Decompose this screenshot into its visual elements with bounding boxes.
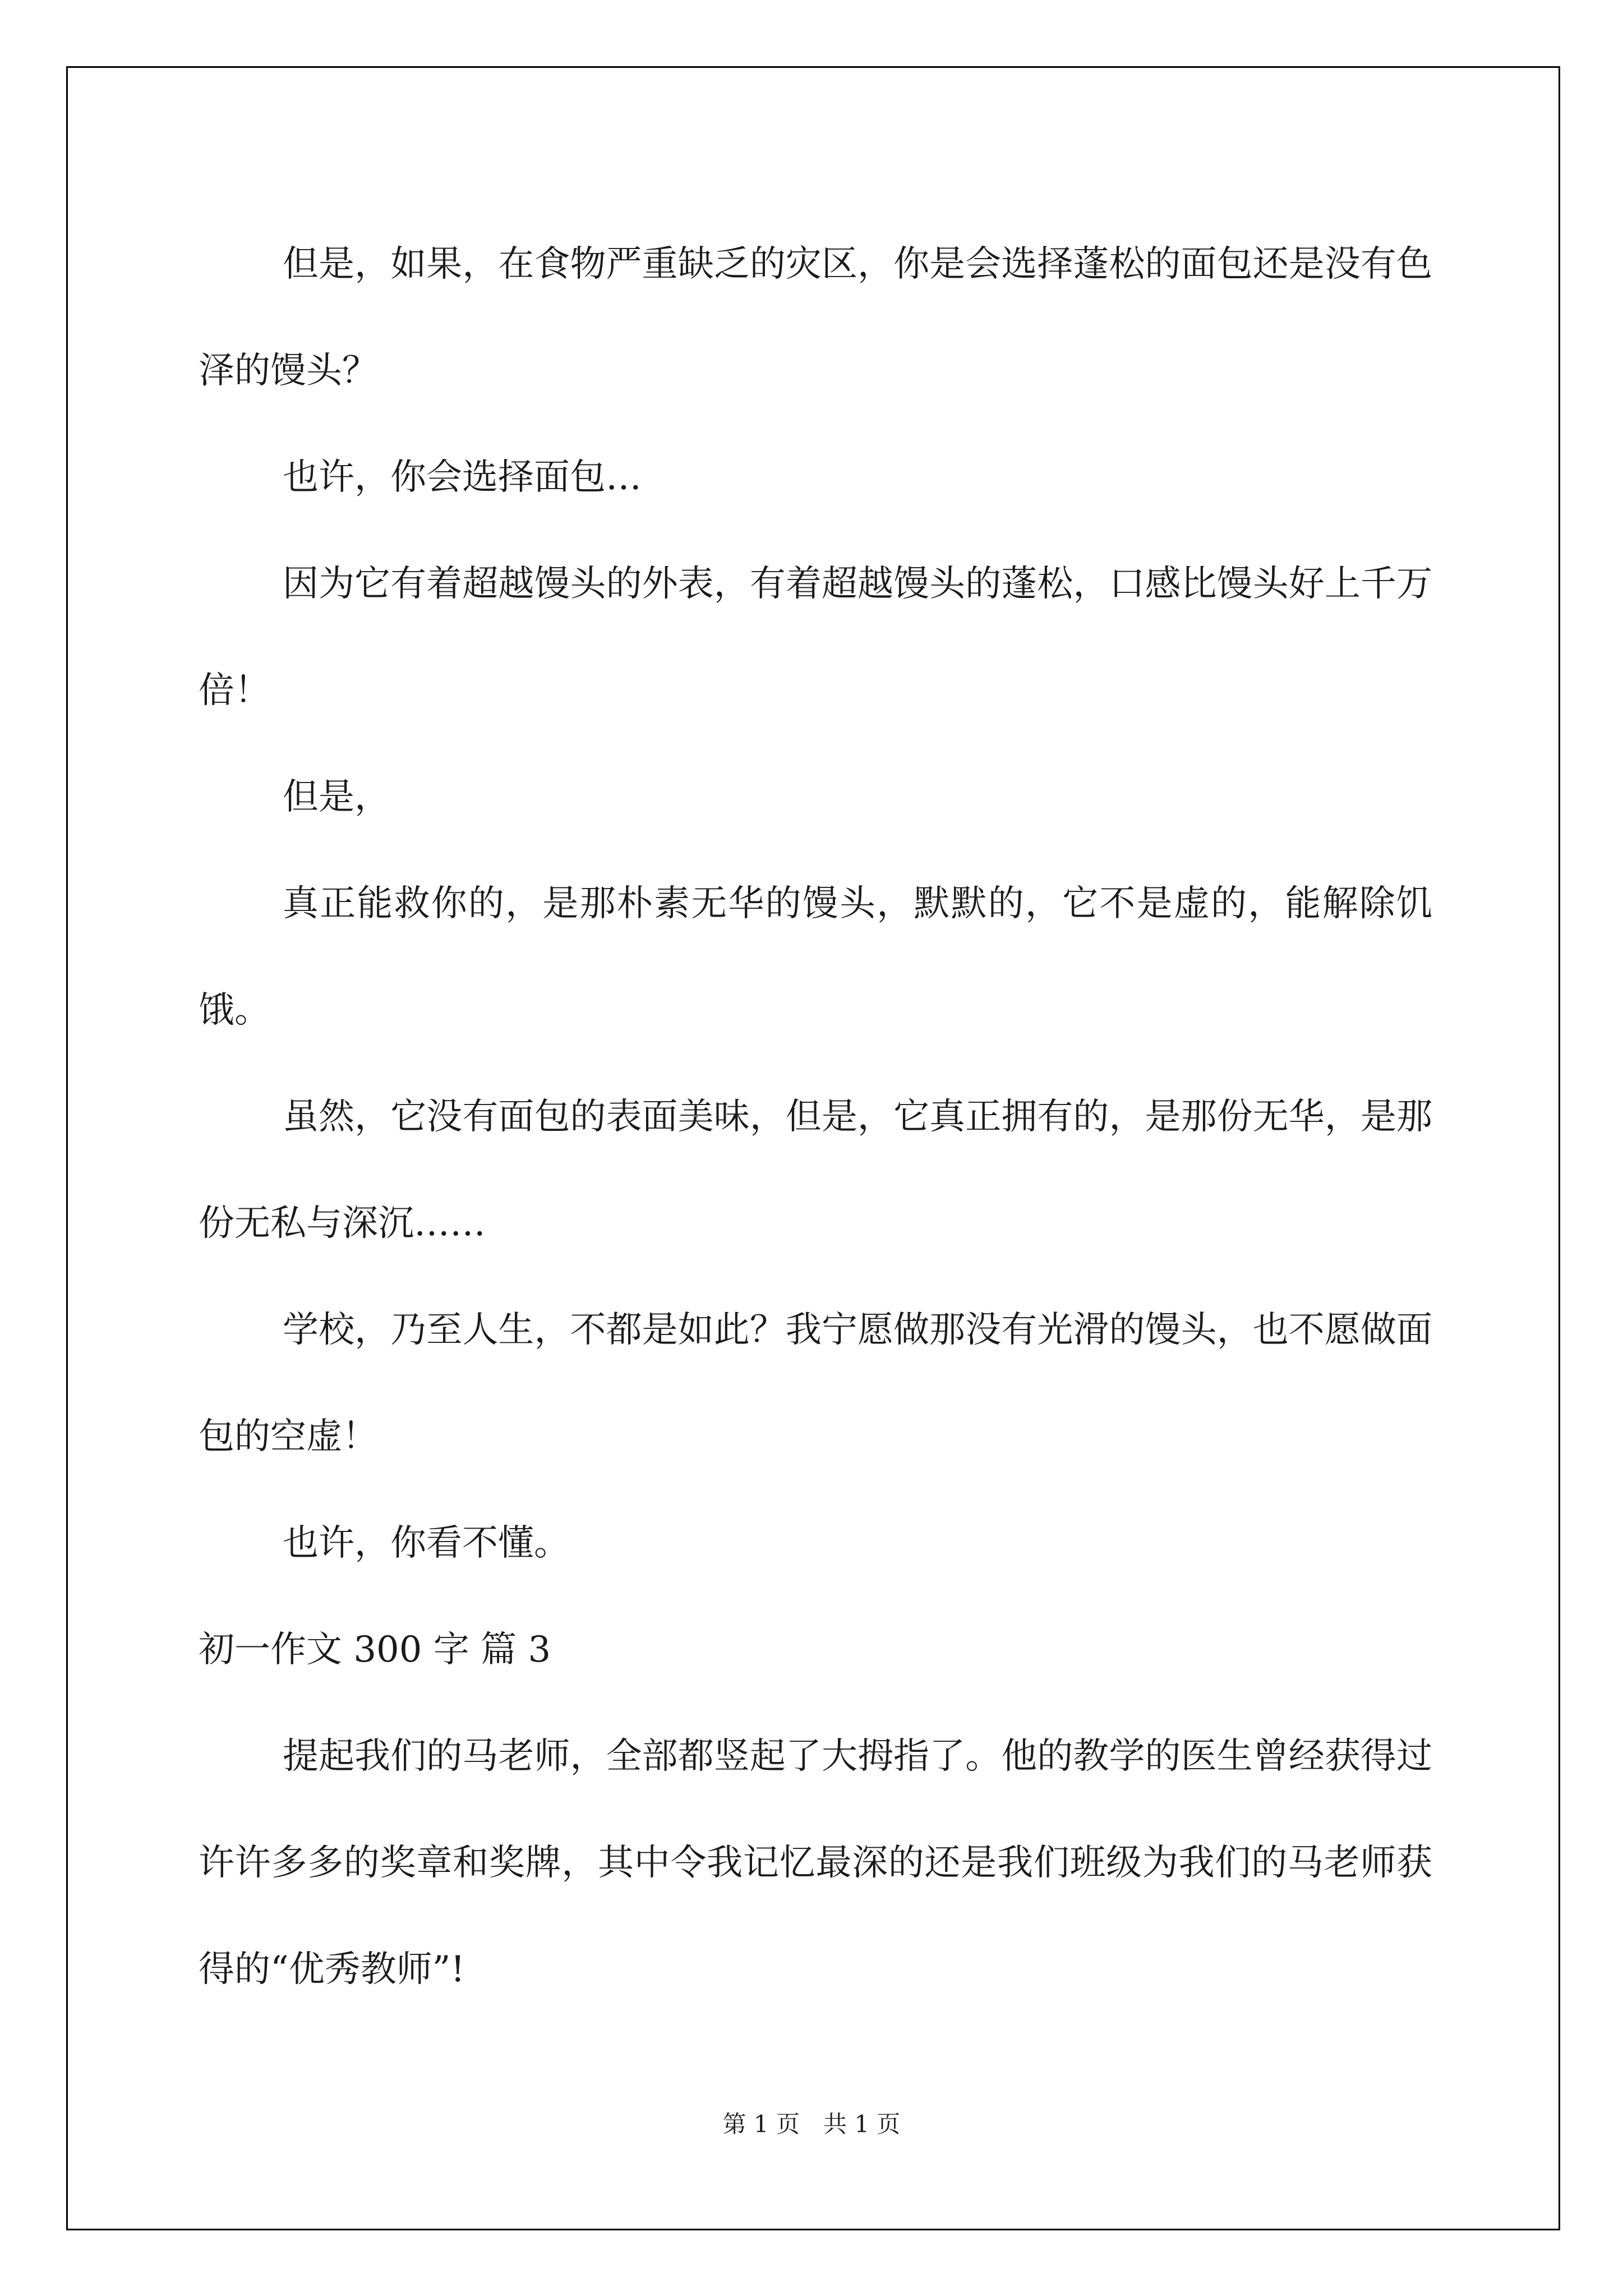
- paragraph: 但是，如果，在食物严重缺乏的灾区，你是会选择蓬松的面包还是没有色泽的馒头？: [199, 243, 1432, 392]
- paragraph: 学校，乃至人生，不都是如此？我宁愿做那没有光滑的馒头，也不愿做面包的空虚！: [199, 1309, 1432, 1457]
- paragraph: 提起我们的马老师，全部都竖起了大拇指了。他的教学的医生曾经获得过许许多多的奖章和奖牌，其中令我记忆最深的还是我们班级为我们的马老师获得的“优秀教师”!: [199, 1736, 1432, 1990]
- page-number-total: 共 1 页: [823, 2110, 901, 2138]
- page-number-current: 第 1 页: [722, 2110, 800, 2138]
- paragraph: 真正能救你的，是那朴素无华的馒头，默默的，它不是虚的，能解除饥饿。: [199, 883, 1432, 1031]
- document-body: [199, 211, 1432, 2023]
- paragraph: 但是，: [283, 776, 390, 818]
- paragraph: 也许，你看不懂。: [283, 1522, 570, 1564]
- section-heading: 初一作文 300 字 篇 3: [199, 1629, 551, 1671]
- page-footer: [0, 2106, 1623, 2139]
- paragraph: 也许，你会选择面包…: [283, 457, 642, 498]
- paragraph: 因为它有着超越馒头的外表，有着超越馒头的蓬松，口感比馒头好上千万倍！: [199, 563, 1432, 711]
- paragraph: 虽然，它没有面包的表面美味，但是，它真正拥有的，是那份无华，是那份无私与深沉……: [199, 1096, 1432, 1244]
